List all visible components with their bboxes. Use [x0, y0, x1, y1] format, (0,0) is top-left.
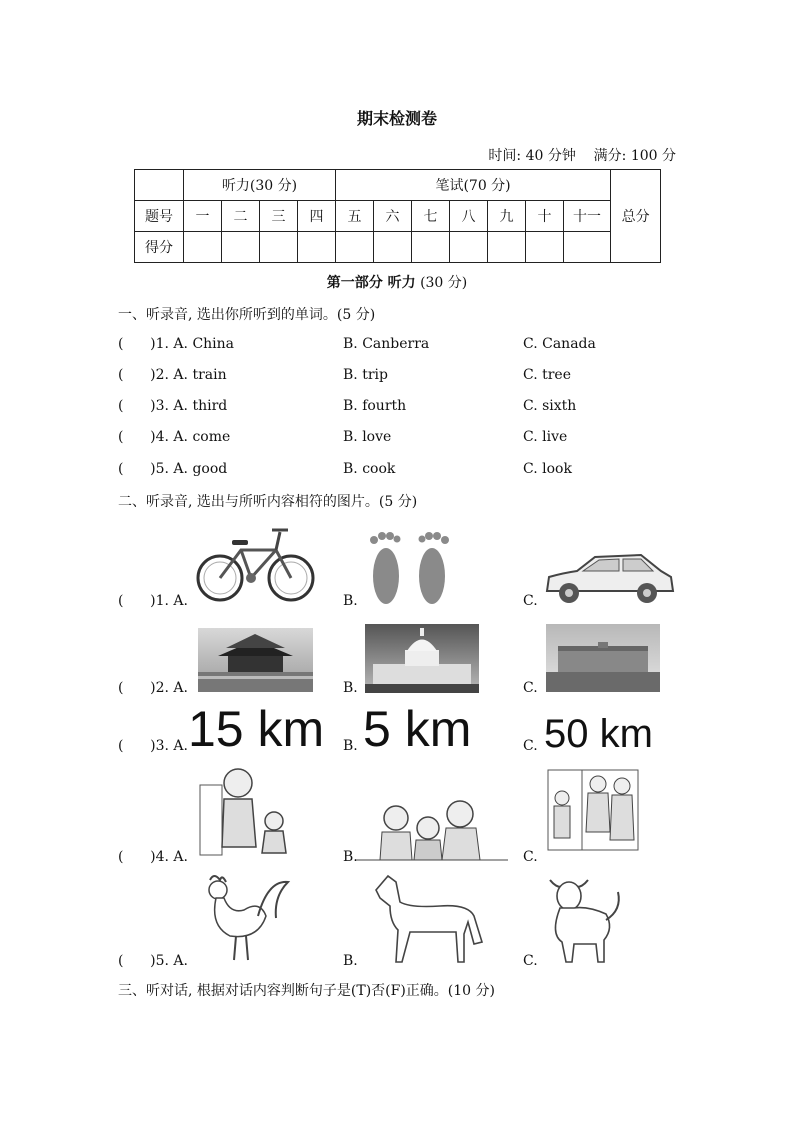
option-c[interactable]: C. [523, 849, 538, 865]
row-label-number: 题号 [135, 201, 184, 232]
option-c[interactable]: C. [523, 680, 538, 696]
rooster-icon [196, 870, 292, 964]
table-corner [135, 170, 184, 201]
question-number: 十一 [564, 201, 611, 232]
question-row [118, 398, 698, 418]
option-b[interactable]: B. [343, 738, 358, 754]
family-at-door-icon [546, 768, 640, 860]
question-number: 七 [412, 201, 450, 232]
question-row [118, 429, 698, 449]
car-icon [543, 551, 676, 607]
footprints-icon [362, 526, 457, 608]
question-number: 三 [260, 201, 298, 232]
row-label-score: 得分 [135, 232, 184, 263]
question-number: 十 [526, 201, 564, 232]
option-a[interactable]: ( )4. A. [118, 849, 188, 865]
part1-heading [0, 272, 794, 292]
option-c[interactable]: C. [523, 738, 538, 754]
ox-icon [544, 870, 626, 966]
option-c[interactable]: C. Canada [523, 336, 596, 352]
writing-header: 笔试(70 分) [336, 170, 611, 201]
distance-c: 50 km [544, 712, 653, 756]
option-a[interactable]: ( )2. A. [118, 680, 188, 696]
option-a[interactable]: ( )3. A. third [118, 398, 228, 414]
option-c[interactable]: C. live [523, 429, 568, 445]
question-number: 六 [374, 201, 412, 232]
option-c[interactable]: C. look [523, 461, 572, 477]
listening-header: 听力(30 分) [184, 170, 336, 201]
page-title: 期末检测卷 [356, 109, 437, 128]
question-row [118, 336, 698, 356]
capitol-photo [365, 624, 479, 693]
question-row [118, 461, 698, 481]
option-c[interactable]: C. [523, 953, 538, 969]
section1-heading: 一、听录音, 选出你所听到的单词。(5 分) [118, 307, 376, 323]
score-cell[interactable] [298, 232, 336, 263]
option-b[interactable]: B. cook [343, 461, 396, 477]
section2-heading: 二、听录音, 选出与所听内容相符的图片。(5 分) [118, 494, 418, 510]
option-c[interactable]: C. tree [523, 367, 572, 383]
option-b[interactable]: B. love [343, 429, 392, 445]
question-number: 九 [488, 201, 526, 232]
score-cell[interactable] [336, 232, 374, 263]
option-a[interactable]: ( )3. A. [118, 738, 188, 754]
option-b[interactable]: B. trip [343, 367, 388, 383]
family-reading-icon [356, 796, 508, 862]
option-b[interactable]: B. fourth [343, 398, 407, 414]
option-b[interactable]: B. [343, 953, 358, 969]
option-a[interactable]: ( )5. A. [118, 953, 188, 969]
option-a[interactable]: ( )1. A. [118, 593, 188, 609]
option-b[interactable]: B. [343, 849, 358, 865]
score-cell[interactable] [488, 232, 526, 263]
score-cell[interactable] [564, 232, 611, 263]
part1-title: 第一部分 听力 [326, 275, 416, 291]
option-a[interactable]: ( )4. A. come [118, 429, 231, 445]
question-number: 一 [184, 201, 222, 232]
part1-points: (30 分) [420, 275, 468, 291]
option-b[interactable]: B. [343, 680, 358, 696]
option-a[interactable]: ( )5. A. good [118, 461, 228, 477]
question-number: 四 [298, 201, 336, 232]
score-cell[interactable] [374, 232, 412, 263]
bicycle-icon [196, 522, 316, 606]
score-cell[interactable] [526, 232, 564, 263]
section3-heading: 三、听对话, 根据对话内容判断句子是(T)否(F)正确。(10 分) [118, 983, 495, 999]
buckingham-palace-photo [546, 624, 660, 692]
exam-meta: 时间: 40 分钟 满分: 100 分 [488, 148, 676, 164]
total-header: 总分 [611, 170, 661, 263]
forbidden-city-photo [198, 628, 313, 692]
score-cell[interactable] [184, 232, 222, 263]
option-c[interactable]: C. sixth [523, 398, 577, 414]
horse-icon [370, 872, 485, 966]
question-number: 八 [450, 201, 488, 232]
option-a[interactable]: ( )2. A. train [118, 367, 227, 383]
question-number: 五 [336, 201, 374, 232]
question-number: 二 [222, 201, 260, 232]
distance-a: 15 km [188, 701, 325, 757]
score-cell[interactable] [222, 232, 260, 263]
score-cell[interactable] [260, 232, 298, 263]
question-row [118, 367, 698, 387]
option-a[interactable]: ( )1. A. China [118, 336, 235, 352]
option-b[interactable]: B. Canberra [343, 336, 430, 352]
score-cell[interactable] [412, 232, 450, 263]
score-table [134, 169, 661, 263]
mother-child-shopping-icon [194, 765, 298, 861]
option-c[interactable]: C. [523, 593, 538, 609]
distance-b: 5 km [363, 701, 472, 757]
option-b[interactable]: B. [343, 593, 358, 609]
score-cell[interactable] [450, 232, 488, 263]
